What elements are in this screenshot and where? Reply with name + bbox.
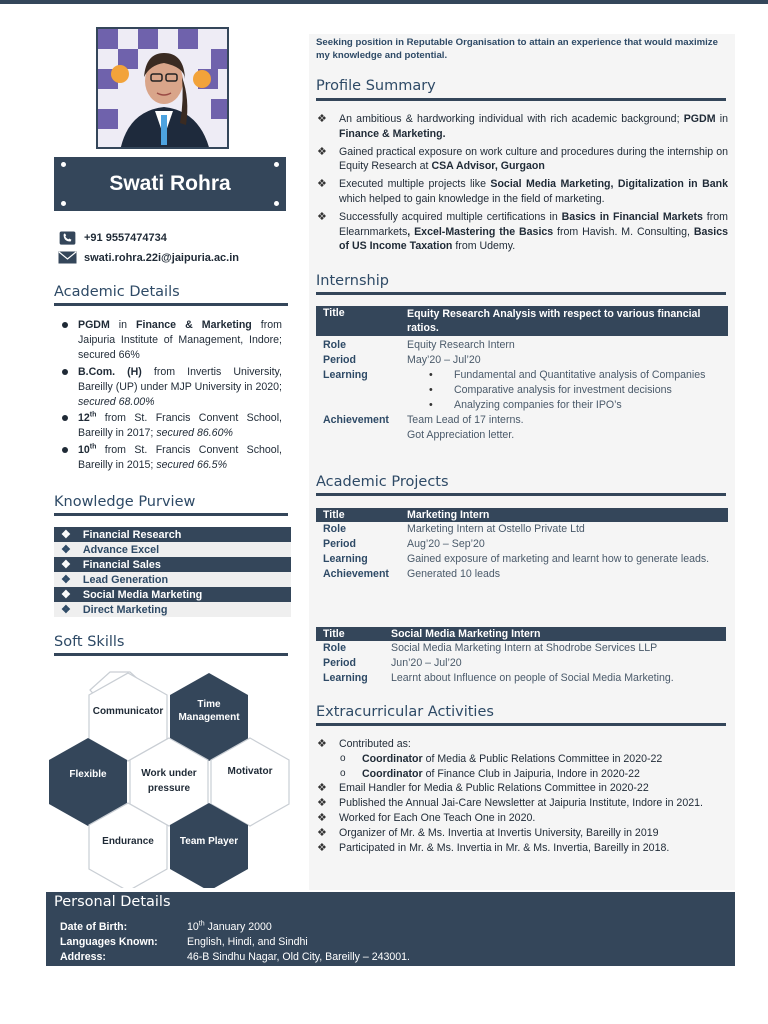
corner-dot	[61, 162, 66, 167]
diamond-bullet-icon: ❖	[317, 145, 327, 158]
email-row	[58, 251, 239, 265]
table-row: Role Social Media Marketing Intern at Shodrobe Services LLP	[323, 642, 658, 654]
profile-summary-list	[316, 112, 728, 257]
diamond-bullet-icon: ❖	[317, 811, 327, 824]
profile-summary-heading: Profile Summary	[316, 78, 436, 94]
diamond-bullet-icon: ❖	[317, 178, 327, 191]
knowledge-item: ❖ Social Media Marketing	[54, 587, 291, 602]
activity-item: ❖ Participated in Mr. & Ms. Invertia in Mr. & Ms. Invertia, Bareilly in 2018.	[317, 841, 670, 854]
summary-item: ❖ Successfully acquired multiple certifications in Basics in Financial Markets from Elearnmarkets, Excel-Mastering the Basics from Havish. M. Consulting, Basics of US Income Taxation from Udemy.	[317, 210, 728, 253]
activity-item: ❖ Published the Annual Jai-Care Newsletter at Jaipuria Institute, Indore in 2021.	[317, 797, 703, 810]
knowledge-item: ❖ Lead Generation	[54, 572, 291, 587]
phone-icon	[58, 231, 77, 245]
table-row: Role Equity Research Intern	[323, 339, 515, 351]
table-row: Period Aug’20 – Sep’20	[323, 538, 485, 550]
academic-details-heading: Academic Details	[54, 284, 180, 300]
diamond-bullet-icon: ❖	[61, 589, 71, 601]
top-bar	[0, 0, 768, 4]
dob-row: Date of Birth: 10th January 2000	[60, 920, 272, 933]
table-row: Role Marketing Intern at Ostello Private Ltd	[323, 523, 585, 535]
table-row: Achievement Generated 10 leads	[323, 568, 501, 580]
phone-number: +91 9557474734	[84, 232, 167, 244]
academic-item: 10th from St. Francis Convent School, Bareilly in 2015; secured 66.5%	[62, 443, 282, 473]
corner-dot	[274, 201, 279, 206]
personal-details-heading: Personal Details	[54, 894, 171, 910]
profile-photo	[96, 27, 229, 149]
email-address: swati.rohra.22i@jaipuria.ac.in	[84, 252, 240, 264]
diamond-bullet-icon: ❖	[317, 738, 327, 750]
diamond-bullet-icon: ❖	[61, 604, 71, 616]
soft-skills-heading: Soft Skills	[54, 634, 125, 650]
diamond-bullet-icon: ❖	[317, 113, 327, 125]
extracurricular-heading: Extracurricular Activities	[316, 704, 494, 720]
table-row: Learning Gained exposure of marketing and learnt how to generate leads.	[323, 553, 710, 565]
knowledge-item: ❖ Financial Research	[54, 527, 291, 542]
academic-item: 12th from St. Francis Convent School, Bareilly in 2017; secured 86.60%	[62, 411, 282, 441]
table-header: Title Marketing Intern	[316, 508, 728, 522]
personal-details-panel	[46, 892, 735, 966]
table-header: Title Social Media Marketing Intern	[316, 627, 726, 641]
internship-heading: Internship	[316, 273, 389, 289]
activity-subitem: o Coordinator of Finance Club in Jaipuria, Indore in 2020-22	[316, 767, 728, 782]
section-rule	[54, 513, 288, 516]
skill-communicator: Communicator	[92, 706, 164, 717]
skill-work-under-pressure: Work under pressure	[141, 768, 197, 794]
academic-item: B.Com. (H) from Invertis University, Bareilly (UP) under MJP University in 2020; secured 68.00%	[62, 365, 282, 411]
knowledge-item: ❖ Direct Marketing	[54, 602, 291, 617]
section-rule	[316, 292, 726, 295]
diamond-bullet-icon: ❖	[61, 529, 71, 541]
activity-subitem: o Coordinator of Media & Public Relations Committee in 2020-22	[316, 752, 728, 767]
diamond-bullet-icon: ❖	[61, 574, 71, 586]
table-row: Learning Learnt about Influence on people of Social Media Marketing.	[323, 672, 674, 684]
diamond-bullet-icon: ❖	[317, 782, 327, 795]
candidate-name: Swati Rohra	[109, 172, 231, 195]
table-row: Period Jun’20 – Jul’20	[323, 657, 462, 669]
corner-dot	[274, 162, 279, 167]
section-rule	[54, 303, 288, 306]
skill-team-player: Team Player	[179, 836, 239, 847]
skill-time-management: Time Management	[178, 699, 240, 723]
skill-endurance: Endurance	[102, 836, 154, 847]
address-row: Address: 46-B Sindhu Nagar, Old City, Bareilly – 243001.	[60, 951, 410, 963]
internship-table	[316, 306, 728, 443]
activity-item: ❖ Email Handler for Media & Public Relations Committee in 2020-22	[317, 782, 649, 795]
envelope-icon	[58, 251, 77, 265]
activity-item: ❖ Worked for Each One Teach One in 2020.	[317, 811, 536, 824]
section-rule	[316, 98, 726, 101]
academic-list	[62, 318, 282, 474]
extracurricular-list	[316, 737, 728, 855]
table-header: Title Equity Research Analysis with respect to various financial ratios.	[316, 306, 728, 336]
languages-row: Languages Known: English, Hindi, and Sindhi	[60, 936, 308, 948]
diamond-bullet-icon: ❖	[317, 210, 327, 223]
diamond-bullet-icon: ❖	[317, 841, 327, 854]
academic-projects-heading: Academic Projects	[316, 474, 449, 490]
knowledge-list	[54, 527, 291, 617]
academic-item: PGDM in Finance & Marketing from Jaipuria Institute of Management, Indore; secured 66%	[62, 318, 282, 364]
table-row: Learning • Fundamental and Quantitative analysis of Companies • Comparative analysis for investment decisions • Analyzing companies for their IPO’s	[316, 368, 728, 413]
skill-flexible: Flexible	[69, 769, 107, 780]
summary-item: ❖ Executed multiple projects like Social Media Marketing, Digitalization in Bank which helped to gain knowledge in the field of marketing.	[317, 178, 728, 205]
career-objective: Seeking position in Reputable Organisation to attain an experience that would maximize my knowledge and potential.	[316, 37, 718, 61]
summary-item: ❖ An ambitious & hardworking individual with rich academic background; PGDM in Finance & Marketing.	[317, 113, 728, 140]
knowledge-purview-heading: Knowledge Purview	[54, 494, 196, 510]
activity-item: ❖ Contributed as:	[317, 738, 411, 750]
knowledge-item: ❖ Advance Excel	[54, 542, 291, 557]
diamond-bullet-icon: ❖	[317, 797, 327, 810]
knowledge-item: ❖ Financial Sales	[54, 557, 291, 572]
section-rule	[316, 493, 726, 496]
skill-motivator: Motivator	[227, 766, 273, 777]
section-rule	[54, 653, 288, 656]
activity-item: ❖ Organizer of Mr. & Ms. Invertia at Invertis University, Bareilly in 2019	[317, 826, 659, 839]
name-banner	[54, 157, 286, 211]
soft-skills-hexagons	[46, 668, 296, 888]
corner-dot	[61, 201, 66, 206]
phone-row	[58, 231, 167, 245]
diamond-bullet-icon: ❖	[317, 826, 327, 839]
table-row: Achievement Team Lead of 17 interns. Got Appreciation letter.	[323, 414, 524, 441]
section-rule	[316, 723, 726, 726]
diamond-bullet-icon: ❖	[61, 544, 71, 556]
project-table-2	[316, 627, 726, 686]
summary-item: ❖ Gained practical exposure on work culture and procedures during the internship on Equity Research at CSA Advisor, Gurgaon	[317, 145, 728, 173]
project-table-1	[316, 508, 728, 582]
table-row: Period May’20 – Jul’20	[323, 354, 481, 366]
diamond-bullet-icon: ❖	[61, 559, 71, 571]
